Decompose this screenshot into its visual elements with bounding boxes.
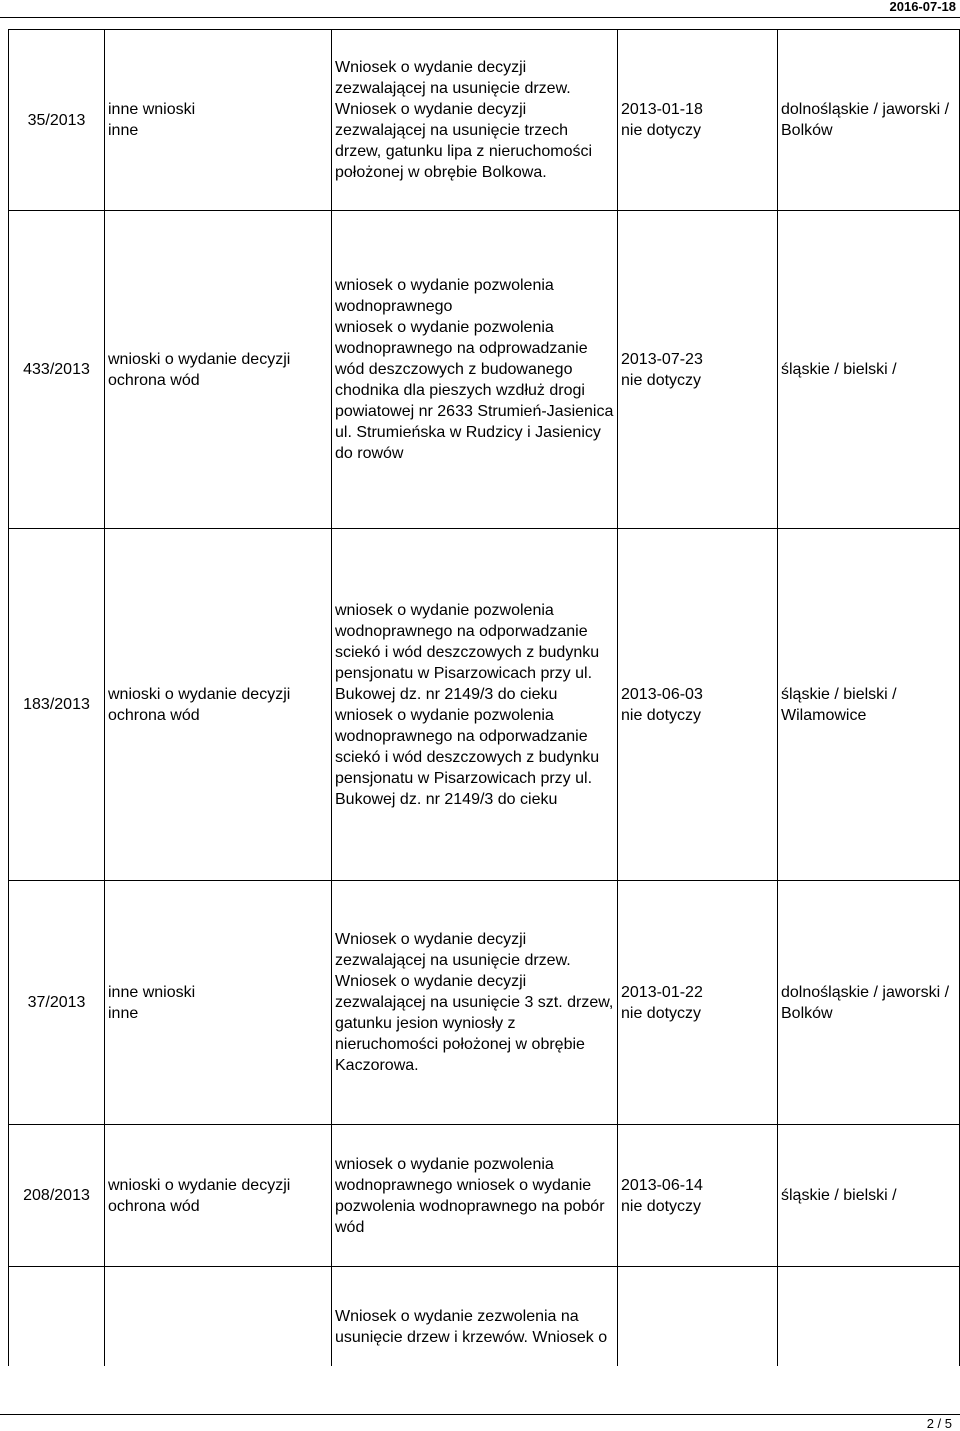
case-type-line: wnioski o wydanie decyzji <box>108 350 291 368</box>
page-number: 2 / 5 <box>926 1416 952 1431</box>
case-type-line: inne <box>108 1004 139 1022</box>
description-line: wodnoprawnego na odporwadzanie <box>335 727 588 745</box>
description-line: położonej w obrębie Bolkowa. <box>335 164 547 181</box>
description-line: powiatowej nr 2633 Strumień-Jasienica <box>335 403 614 420</box>
case-type-cell <box>105 529 332 881</box>
case-type-line: inne wnioski <box>108 101 196 118</box>
case-type-line: ochrona wód <box>108 371 200 389</box>
case-description-cell <box>332 529 618 881</box>
description-line: zezwalającej na usunięcie 3 szt. drzew, <box>335 994 614 1011</box>
case-type-line: ochrona wód <box>108 1197 200 1215</box>
description-line: Wniosek o wydanie decyzji <box>335 59 527 76</box>
case-description-cell <box>332 211 618 529</box>
case-type-cell <box>105 30 332 211</box>
description-line: drzew, gatunku lipa z nieruchomości <box>335 143 593 160</box>
case-date-cell <box>618 1125 778 1267</box>
description-line: sciekó i wód deszczowych z budynku <box>335 748 600 766</box>
case-number: 183/2013 <box>23 696 90 713</box>
case-date: 2013-06-03 <box>621 685 703 703</box>
case-date: 2013-06-14 <box>621 1176 703 1194</box>
case-type-line: inne <box>108 122 139 139</box>
case-number-cell <box>9 529 105 881</box>
case-location-cell <box>778 211 960 529</box>
description-line: wniosek o wydanie pozwolenia <box>335 319 554 336</box>
case-type-line: wnioski o wydanie decyzji <box>108 1176 291 1194</box>
table-row <box>9 30 960 211</box>
case-status: nie dotyczy <box>621 706 702 724</box>
case-date: 2013-01-22 <box>621 983 703 1001</box>
description-line: wodnoprawnego <box>335 298 453 315</box>
location-line: śląskie / bielski / <box>781 1187 897 1204</box>
description-line: nieruchomości położonej w obrębie <box>335 1036 585 1053</box>
description-line: ul. Strumieńska w Rudzicy i Jasienicy <box>335 424 601 441</box>
case-number-cell <box>9 211 105 529</box>
header-divider <box>0 17 960 18</box>
description-line: zezwalającej na usunięcie trzech <box>335 122 569 139</box>
description-line: wodnoprawnego na odporwadzanie <box>335 622 588 640</box>
case-location-cell <box>778 30 960 211</box>
case-location-cell <box>778 1125 960 1267</box>
description-line: gatunku jesion wyniosły z <box>335 1015 516 1032</box>
description-line: wód deszczowych z budowanego <box>335 361 573 378</box>
case-date-cell <box>618 30 778 211</box>
case-status: nie dotyczy <box>621 122 702 139</box>
case-description-cell <box>332 881 618 1125</box>
location-line: Wilamowice <box>781 706 867 724</box>
description-line: Kaczorowa. <box>335 1057 419 1074</box>
case-number: 37/2013 <box>27 994 86 1011</box>
case-date: 2013-07-23 <box>621 350 703 368</box>
case-date-cell <box>618 211 778 529</box>
description-line: usunięcie drzew i krzewów. Wniosek o <box>335 1329 608 1347</box>
case-type-line: ochrona wód <box>108 706 200 724</box>
description-line: wniosek o wydanie pozwolenia <box>335 277 554 294</box>
table-row <box>9 881 960 1125</box>
case-type-cell <box>105 211 332 529</box>
case-date-cell <box>618 1267 778 1366</box>
description-line: pensjonatu w Pisarzowicach przy ul. <box>335 769 593 787</box>
case-number-cell <box>9 1125 105 1267</box>
case-type-cell <box>105 1125 332 1267</box>
description-line: Wniosek o wydanie decyzji <box>335 973 527 990</box>
description-line: Bukowej dz. nr 2149/3 do cieku <box>335 790 558 808</box>
description-line: Wniosek o wydanie decyzji <box>335 931 527 948</box>
footer-divider <box>0 1414 960 1415</box>
description-line: wodnoprawnego na odprowadzanie <box>335 340 588 357</box>
description-line: wód <box>335 1218 365 1236</box>
case-status: nie dotyczy <box>621 1004 702 1022</box>
case-number-cell <box>9 30 105 211</box>
case-type-cell <box>105 881 332 1125</box>
description-line: wniosek o wydanie pozwolenia <box>335 1155 554 1173</box>
table-row-partial <box>9 1267 960 1366</box>
description-line: Wniosek o wydanie decyzji <box>335 101 527 118</box>
case-status: nie dotyczy <box>621 1197 702 1215</box>
case-type-line: wnioski o wydanie decyzji <box>108 685 291 703</box>
description-line: sciekó i wód deszczowych z budynku <box>335 643 600 661</box>
description-line: pozwolenia wodnoprawnego na pobór <box>335 1197 605 1215</box>
records-table <box>8 29 960 1366</box>
location-line: Bolków <box>781 1004 833 1022</box>
description-line: wniosek o wydanie pozwolenia <box>335 601 554 619</box>
table-row <box>9 211 960 529</box>
location-line: śląskie / bielski / <box>781 685 897 703</box>
location-line: śląskie / bielski / <box>781 361 897 378</box>
case-description-cell <box>332 1125 618 1267</box>
description-line: do rowów <box>335 445 404 462</box>
case-number-cell <box>9 881 105 1125</box>
case-number: 433/2013 <box>23 361 90 378</box>
case-date-cell <box>618 881 778 1125</box>
case-type-line: inne wnioski <box>108 983 196 1001</box>
case-location-cell <box>778 1267 960 1366</box>
description-line: Bukowej dz. nr 2149/3 do cieku <box>335 685 558 703</box>
description-line: wodnoprawnego wniosek o wydanie <box>335 1176 592 1194</box>
location-line: Bolków <box>781 122 833 139</box>
description-line: chodnika dla pieszych wzdłuż drogi <box>335 382 585 399</box>
case-location-cell <box>778 529 960 881</box>
case-date: 2013-01-18 <box>621 101 703 118</box>
description-line: zezwalającej na usunięcie drzew. <box>335 952 571 969</box>
header-date: 2016-07-18 <box>889 0 956 14</box>
description-line: pensjonatu w Pisarzowicach przy ul. <box>335 664 593 682</box>
case-location-cell <box>778 881 960 1125</box>
case-number: 208/2013 <box>23 1187 90 1204</box>
case-status: nie dotyczy <box>621 371 702 389</box>
case-description-cell <box>332 30 618 211</box>
location-line: dolnośląskie / jaworski / <box>781 101 950 118</box>
case-date-cell <box>618 529 778 881</box>
table-row <box>9 1125 960 1267</box>
description-line: Wniosek o wydanie zezwolenia na <box>335 1308 579 1326</box>
case-number-cell <box>9 1267 105 1366</box>
case-type-cell <box>105 1267 332 1366</box>
table-row <box>9 529 960 881</box>
case-description-cell <box>332 1267 618 1366</box>
case-number: 35/2013 <box>27 111 86 129</box>
description-line: zezwalającej na usunięcie drzew. <box>335 80 571 97</box>
location-line: dolnośląskie / jaworski / <box>781 983 950 1001</box>
description-line: wniosek o wydanie pozwolenia <box>335 706 554 724</box>
